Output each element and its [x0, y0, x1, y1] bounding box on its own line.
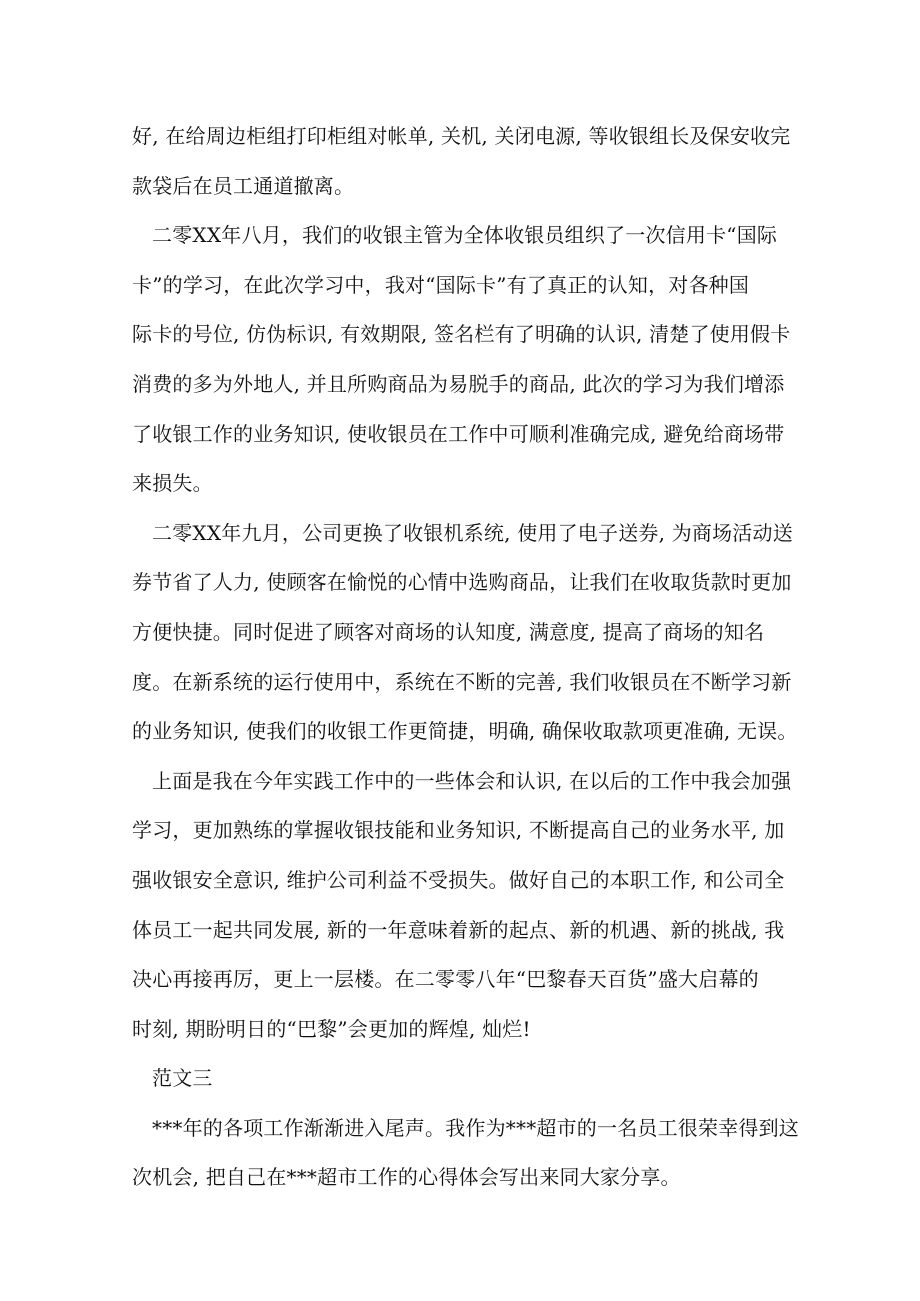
paragraph [132, 509, 798, 757]
paragraph [132, 112, 792, 211]
text-line: 好, 在给周边柜组打印柜组对帐单, 关机, 关闭电源, 等收银组长及保安收完 [132, 124, 791, 148]
text-line: 际卡的号位, 仿伪标识, 有效期限, 签名栏有了明确的认识, 清楚了使用假卡 [132, 322, 791, 347]
text-line: 来损失。 [132, 471, 213, 496]
text-line: 度。在新系统的运行使用中，系统在不断的完善, 我们收银员在不断学习新 [132, 669, 792, 694]
paragraph [132, 1104, 799, 1203]
document-body [132, 112, 799, 1203]
text-line: 强收银安全意识, 维护公司利益不受损失。做好自己的本职工作, 和公司全 [132, 867, 785, 892]
text-line: 体员工一起共同发展, 新的一年意味着新的起点、新的机遇、新的挑战, 我 [132, 917, 785, 942]
text-line: 了收银工作的业务知识, 使收银员在工作中可顺利准确完成, 避免给商场带 [132, 421, 785, 446]
text-line: 次机会, 把自己在***超市工作的心得体会写出来同大家分享。 [132, 1165, 681, 1190]
text-line: 二零XX年九月，公司更换了收银机系统, 使用了电子送券, 为商场活动送 [152, 520, 793, 545]
text-line: 上面是我在今年实践工作中的一些体会和认识, 在以后的工作中我会加强 [152, 768, 792, 793]
text-line: 的业务知识, 使我们的收银工作更简捷，明确, 确保收取款项更准确, 无误。 [132, 719, 798, 744]
text-line: 方便快捷。同时促进了顾客对商场的认知度, 满意度, 提高了商场的知名 [132, 619, 765, 644]
text-line: 款袋后在员工通道撤离。 [132, 173, 355, 198]
text-line: 消费的多为外地人, 并且所购商品为易脱手的商品, 此次的学习为我们增添 [132, 371, 785, 396]
paragraph [132, 211, 792, 509]
text-line: 范文三 [152, 1066, 213, 1091]
text-line: 券节省了人力, 使顾客在愉悦的心情中选购商品，让我们在收取货款时更加 [132, 570, 792, 595]
text-line: 决心再接再厉，更上一层楼。在二零零八年“巴黎春天百货”盛大启幕的 [132, 967, 759, 992]
text-line: 时刻, 期盼明日的“巴黎”会更加的辉煌, 灿烂! [132, 1016, 531, 1041]
text-line: 二零XX年八月，我们的收银主管为全体收银员组织了一次信用卡“国际 [152, 223, 778, 248]
paragraph [132, 1054, 792, 1104]
text-line: 学习，更加熟练的掌握收银技能和业务知识, 不断提高自己的业务水平, 加 [132, 818, 785, 843]
text-line: 卡”的学习，在此次学习中，我对“国际卡”有了真正的认知，对各种国 [132, 272, 750, 297]
paragraph [132, 757, 792, 1055]
text-line: ***年的各项工作渐渐进入尾声。我作为***超市的一名员工很荣幸得到这 [152, 1115, 799, 1140]
